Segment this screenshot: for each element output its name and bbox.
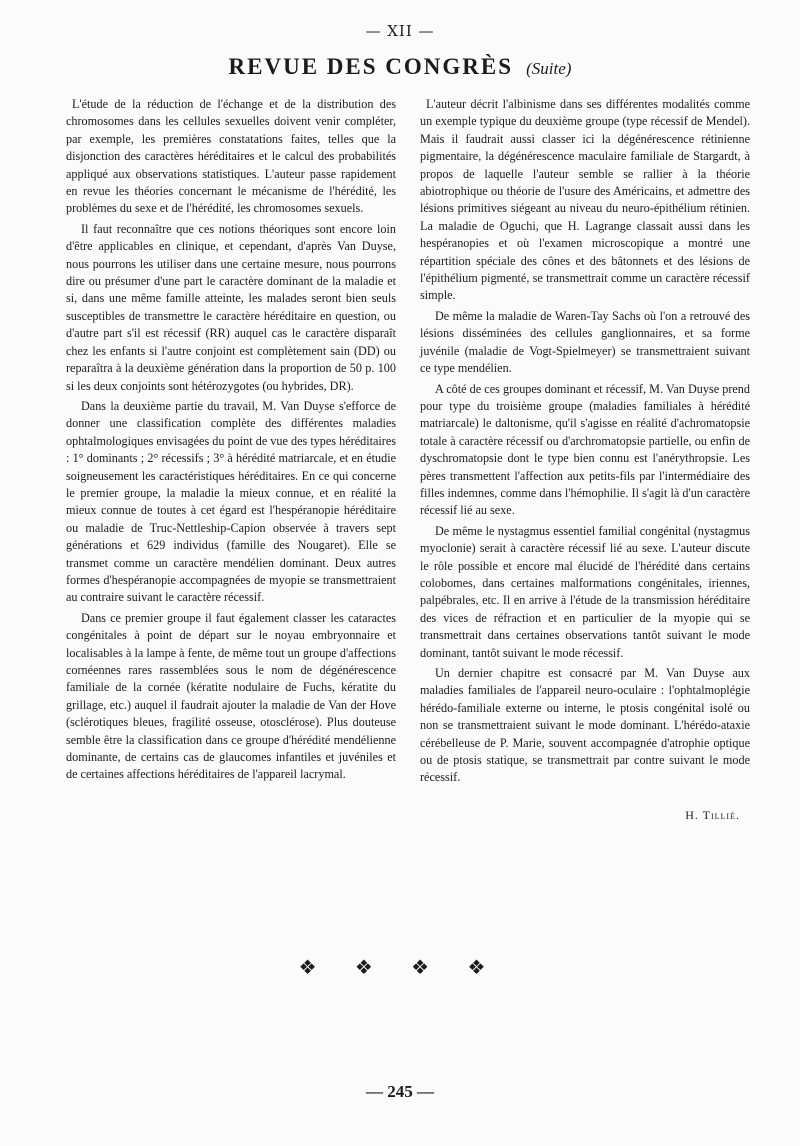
author-signature: H. Tillié. — [685, 807, 740, 822]
ornament-divider: ❖ ❖ ❖ ❖ — [298, 955, 502, 979]
right-column — [420, 96, 750, 824]
left-column — [66, 96, 396, 787]
paragraph: Dans la deuxième partie du travail, M. Van Duyse s'efforce de donner une classification complète des différentes maladies ophtalmologiques envisagées du point de vue des types héréditaires : 1° dominants ; 2° récessifs ; 3° à hérédité matriarcale, et en étudie soigneusement les caractéristiques héréditaires. En ce qui concerne le premier groupe, la maladie la mieux connue, et en réalité la mieux connue de toutes à cet égard est l'hespéranopie héréditaire ou maladie de Truc-Nettleship-Capion observée à travers sept générations et 629 individus (famille des Nougaret). Elle se transmet comme un caractère mendélien dominant. Deux autres formes d'hespéranopie accompagnées de myopie se transmettraient au contraire suivant le caractère récessif. — [66, 398, 396, 605]
paragraph: Il faut reconnaître que ces notions théoriques sont encore loin d'être applicables en clinique, et cependant, d'après Van Duyse, nous pourrons les utiliser dans une certaine mesure, nous pourrons dire ou présumer d'une part le caractère dominant de la maladie et si, dans une même famille atteinte, les malades seront bien seuls susceptibles de transmettre le caractère héréditaire en question, ou d'autre part s'il est récessif (RR) auquel cas le caractère disparaît chez les enfants si l'autre conjoint est complètement sain (DD) ou reparaîtra à la deuxième génération dans la proportion de 50 p. 100 si les deux conjoints sont hétérozygotes (ou hybrides, DR). — [66, 221, 396, 393]
title-main: REVUE DES CONGRÈS — [228, 54, 514, 79]
paragraph: L'étude de la réduction de l'échange et de la distribution des chromosomes dans les cellules sexuelles doivent venir compléter, par exemple, les premières constatations faites, telles que la disjonction des caractères héréditaires et le calcul des probabilités appliqué aux observations statistiques. L'auteur passe rapidement en revue les théories concernant le mécanisme de l'hérédité, les problèmes du sexe et de l'hérédité, les chromosomes sexuels. — [66, 97, 396, 216]
paragraph: De même la maladie de Waren-Tay Sachs où l'on a retrouvé des lésions disséminées des cellules ganglionnaires, et sa forme juvénile (maladie de Vogt-Spielmeyer) se transmettraient suivant ce type mendélien. — [420, 308, 750, 376]
section-title — [0, 54, 800, 80]
paragraph: A côté de ces groupes dominant et récessif, M. Van Duyse prend pour type du troisième groupe (maladies familiales à hérédité matriarcale) le daltonisme, qu'il s'agisse en réalité d'achromatopsie totale à caractère récessif ou d'archromatopsie partielle, ou enfin de dyschromatopsie dont le type bien connu est l'anérythropsie. Les pères transmettent l'affection aux petits-fils par l'intermédiaire des filles indemnes, comme dans l'hémophilie. Il s'agit là d'un caractère récessif lié au sexe. — [420, 381, 750, 518]
paragraph: De même le nystagmus essentiel familial congénital (nystagmus myoclonie) serait à caractère récessif lié au sexe. L'auteur discute le rôle possible et encore mal élucidé de l'hérédité dans certains colobomes, dans certaines malformations congénitales, iriennes, palpébrales, etc. Il en arrive à l'étude de la transmission héréditaire des vices de réfraction et en particulier de la myopie qui se transmettrait dans certaines observations tantôt suivant le mode dominant, tantôt suivant le mode récessif. — [420, 523, 750, 660]
title-suite: (Suite) — [526, 59, 572, 78]
page-roman-numeral: — XII — — [365, 22, 435, 40]
paragraph: Un dernier chapitre est consacré par M. Van Duyse aux maladies familiales de l'appareil neuro-oculaire : l'ophtalmoplégie hérédo-familiale externe ou interne, le ptosis congénital isolé ou non se transmettraient suivant le mode dominant. L'hérédo-ataxie cérébelleuse de P. Marie, souvent accompagnée d'atrophie optique ou de ptosis statique, se transmettrait par contre suivant le mode récessif. — [420, 666, 750, 785]
page-number: — 245 — — [366, 1082, 434, 1101]
paragraph: L'auteur décrit l'albinisme dans ses différentes modalités comme un exemple typique du deuxième groupe (type récessif de Mendel). Mais il faudrait aussi classer ici la dégénérescence rétinienne pigmentaire, la dégénérescence maculaire familiale de Stargardt, à propos de laquelle l'auteur semble se rallier à la théorie abiotrophique ou théorie de l'usure des Américains, et admettre des lésions primitives siégeant au niveau du neuro-épithélium rétinien. La maladie de Oguchi, que H. Lagrange classait aussi dans les hespéranopies et où l'examen microscopique a montré une répartition spéciale des cônes et des bâtonnets et des lésions de l'épithélium pigmenté, se transmettrait comme un caractère récessif simple. — [420, 97, 750, 303]
paragraph: Dans ce premier groupe il faut également classer les cataractes congénitales à point de départ sur le noyau embryonnaire et localisables à la lampe à fente, de même tout un groupe d'affections cornéennes rares rassemblées sous le nom de dégénérescence familiale de la cornée (kératite nodulaire de Fuchs, kératite du grillage, etc.) auquel il faudrait ajouter la maladie de Van der Hove (sclérotiques bleues, fragilité osseuse, otosclérose). Plus douteuse semble être la classification dans ce groupe d'hérédité mendélienne dominante, de certains cas de glaucomes infantiles et juvéniles et de certaines affections héréditaires de l'appareil lacrymal. — [66, 610, 396, 782]
